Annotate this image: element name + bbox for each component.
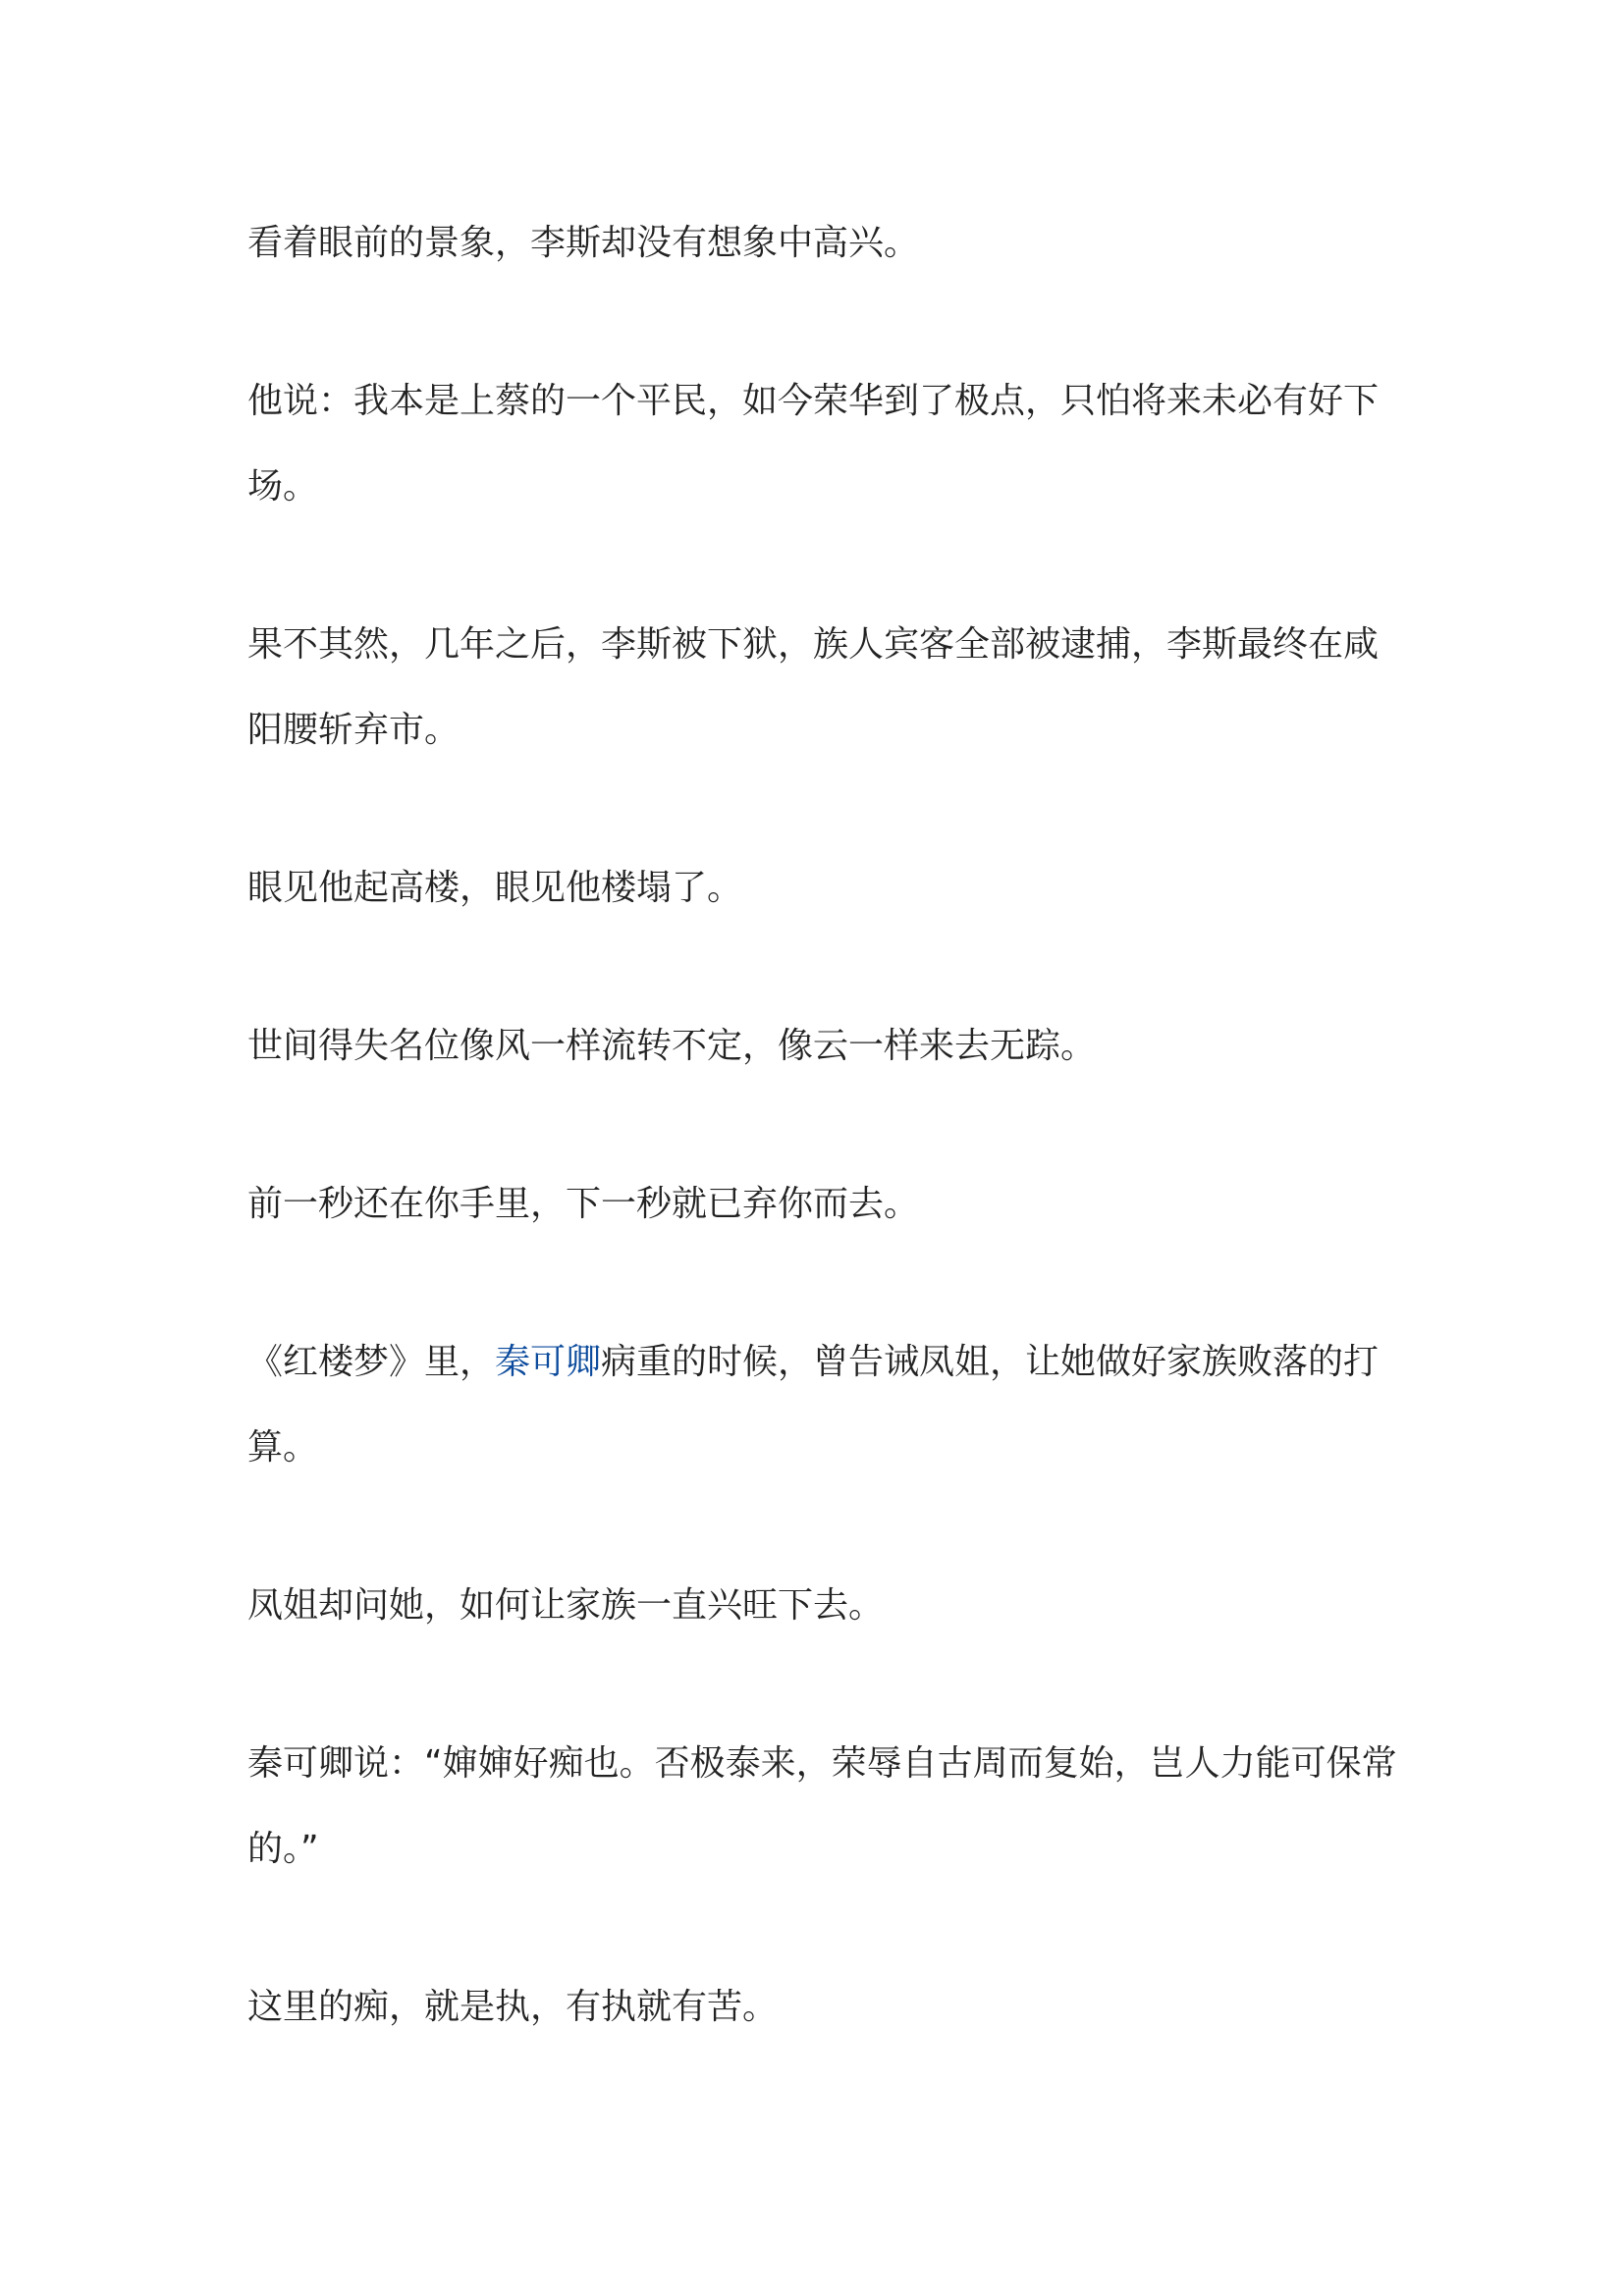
paragraph: 他说：我本是上蔡的一个平民，如今荣华到了极点，只怕将来未必有好下场。 [247,381,1380,507]
paragraph: 世间得失名位像风一样流转不定，像云一样来去无踪。 [247,1026,1097,1066]
paragraph: 眼见他起高楼，眼见他楼塌了。 [247,868,743,908]
paragraph: 秦可卿说：“婶婶好痴也。否极泰来，荣辱自古周而复始，岂人力能可保常的。” [247,1743,1397,1869]
paragraph: 看着眼前的景象，李斯却没有想象中高兴。 [247,223,920,263]
paragraph: 前一秒还在你手里，下一秒就已弃你而去。 [247,1184,920,1224]
article-body [247,200,1401,2122]
qin-keqing-link[interactable]: 秦可卿 [495,1342,602,1382]
paragraph [247,1319,1401,1490]
paragraph-text: 病重的时候，曾告诫凤姐，让她做好家族败落的打算。 [247,1342,1380,1468]
paragraph-text: 《红楼梦》里， [247,1342,496,1382]
paragraph: 果不其然，几年之后，李斯被下狱，族人宾客全部被逮捕，李斯最终在咸阳腰斩弃市。 [247,624,1380,750]
paragraph: 这里的痴，就是执，有执就有苦。 [247,1987,779,2027]
paragraph: 凤姐却问她，如何让家族一直兴旺下去。 [247,1585,885,1626]
